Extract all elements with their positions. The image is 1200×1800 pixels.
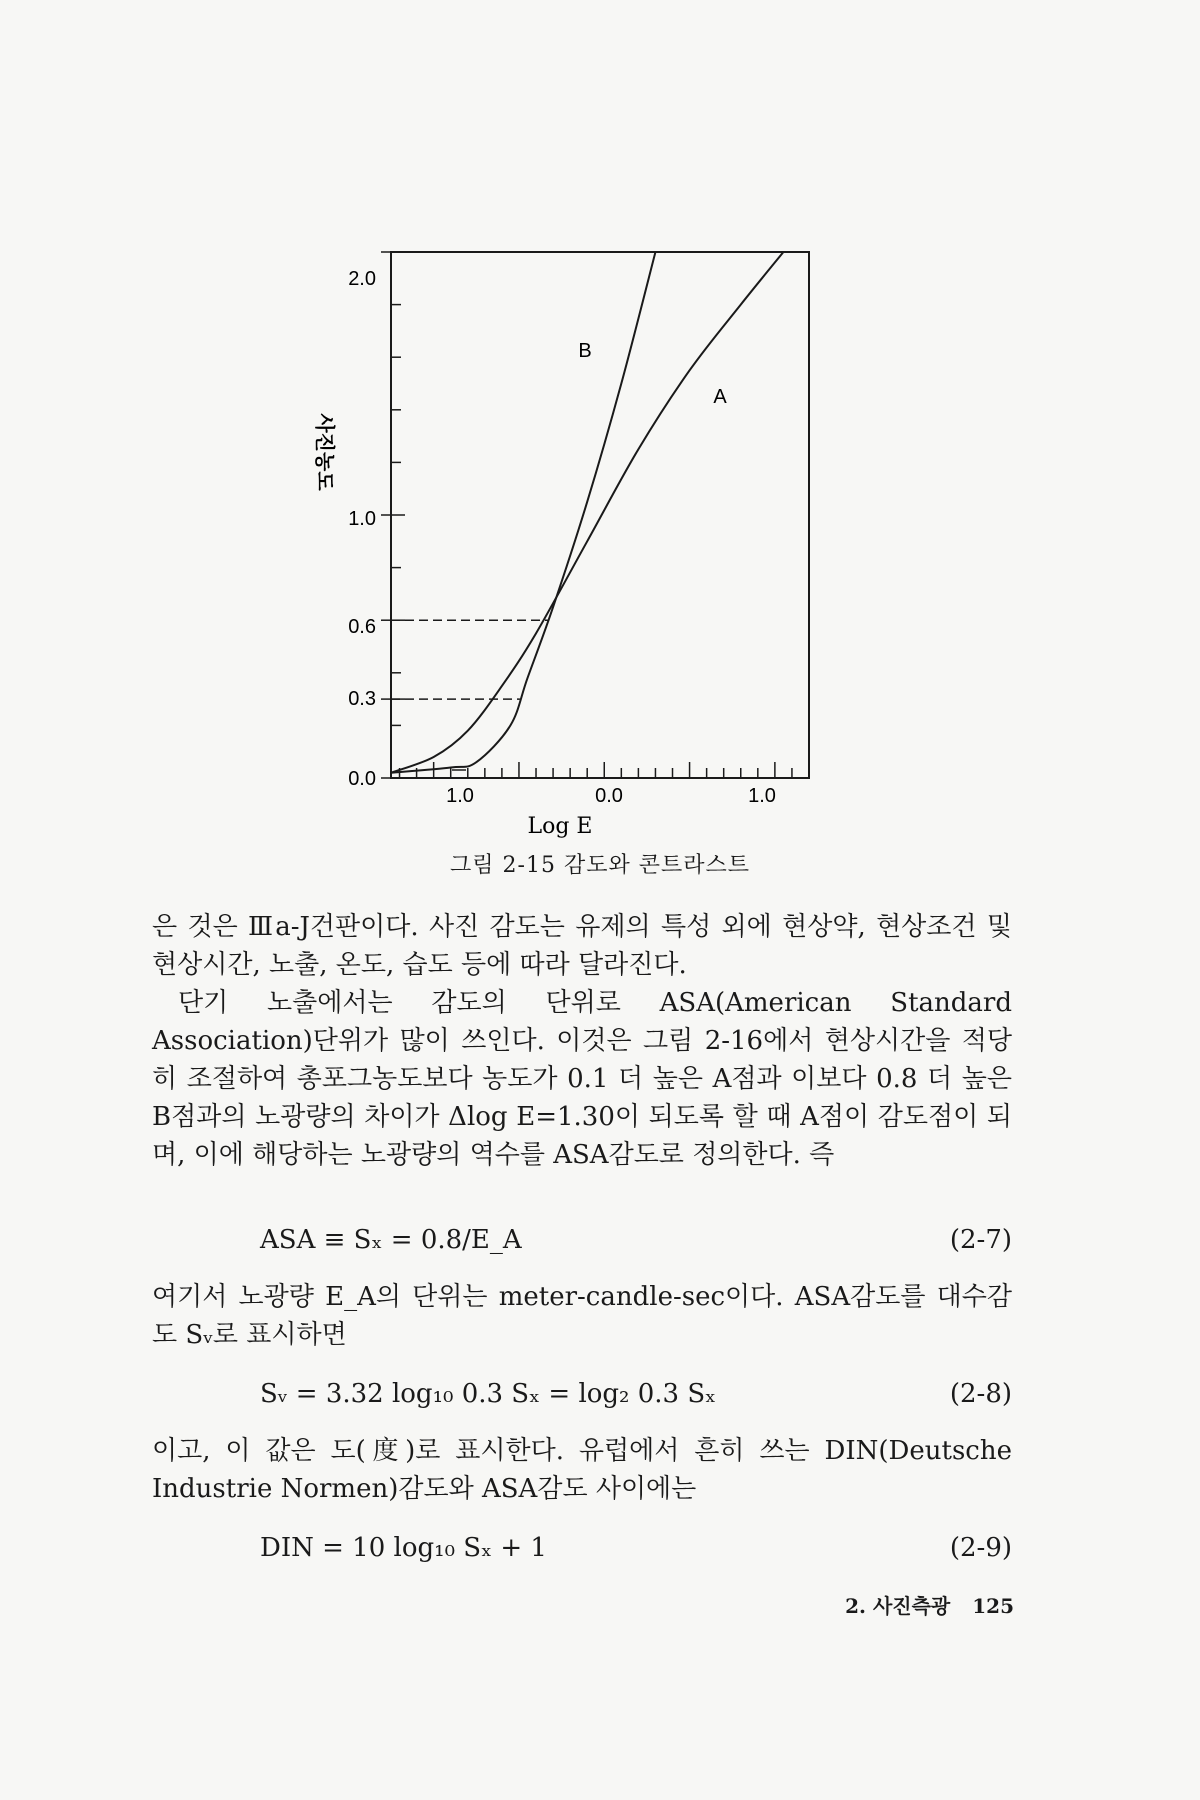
y-tick-label: 0.0	[348, 768, 376, 790]
equation-2-9	[152, 1530, 1012, 1566]
equation-formula: Sᵥ = 3.32 log₁₀ 0.3 Sₓ = log₂ 0.3 Sₓ	[260, 1379, 717, 1409]
y-tick-label: 2.0	[348, 268, 376, 290]
equation-number: (2-8)	[949, 1379, 1012, 1409]
curve-a	[391, 252, 783, 773]
curve-label-a: A	[713, 386, 727, 408]
equation-2-7	[152, 1222, 1012, 1258]
equation-number: (2-9)	[949, 1533, 1012, 1563]
y-tick-label: 0.3	[348, 688, 376, 710]
y-tick-label: 1.0	[348, 508, 376, 530]
body-text	[152, 1432, 1012, 1508]
x-axis-title: Log E	[527, 814, 593, 839]
curve-label-b: B	[578, 340, 592, 362]
x-tick-label: 1.0	[446, 785, 474, 807]
paragraph: 단기 노출에서는 감도의 단위로 ASA(American Standard Association)단위가 많이 쓰인다. 이것은 그림 2-16에서 현상시간을 적당히 조절하여 총포그농도보다 농도가 0.1 더 높은 A점과 이보다 0.8 더 높은 B점과의 노광량의 차이가 Δlog E=1.30이 되도록 할 때 A점이 감도점이 되며, 이에 해당하는 노광량의 역수를 ASA감도로 정의한다. 즉	[152, 988, 1012, 1170]
equation-formula: ASA ≡ Sₓ = 0.8/E_A	[260, 1225, 522, 1255]
equation-2-8	[152, 1376, 1012, 1412]
y-tick-label: 0.6	[348, 616, 376, 638]
body-text	[152, 908, 1012, 1174]
page-number: 125	[972, 1594, 1014, 1618]
page-footer	[845, 1590, 1014, 1619]
paragraph: 이고, 이 값은 도(度)로 표시한다. 유럽에서 흔히 쓰는 DIN(Deutsche Industrie Normen)감도와 ASA감도 사이에는	[152, 1436, 1012, 1504]
x-tick-label: 1.0	[748, 785, 776, 807]
paragraph: 은 것은 Ⅲa-J건판이다. 사진 감도는 유제의 특성 외에 현상약, 현상조건 및 현상시간, 노출, 온도, 습도 등에 따라 달라진다.	[152, 912, 1012, 980]
x-tick-label: 0.0	[595, 785, 623, 807]
curve-b	[391, 252, 655, 773]
running-head: 2. 사진측광	[845, 1594, 951, 1618]
curves	[391, 252, 783, 773]
y-axis-title: 사진농도	[313, 413, 337, 491]
figure-2-15	[0, 0, 1200, 840]
body-text	[152, 1278, 1012, 1354]
equation-number: (2-7)	[949, 1225, 1012, 1255]
equation-formula: DIN = 10 log₁₀ Sₓ + 1	[260, 1533, 547, 1563]
figure-caption: 그림 2-15 감도와 콘트라스트	[450, 853, 750, 878]
paragraph: 여기서 노광량 E_A의 단위는 meter-candle-sec이다. ASA감도를 대수감도 Sᵥ로 표시하면	[152, 1282, 1012, 1350]
